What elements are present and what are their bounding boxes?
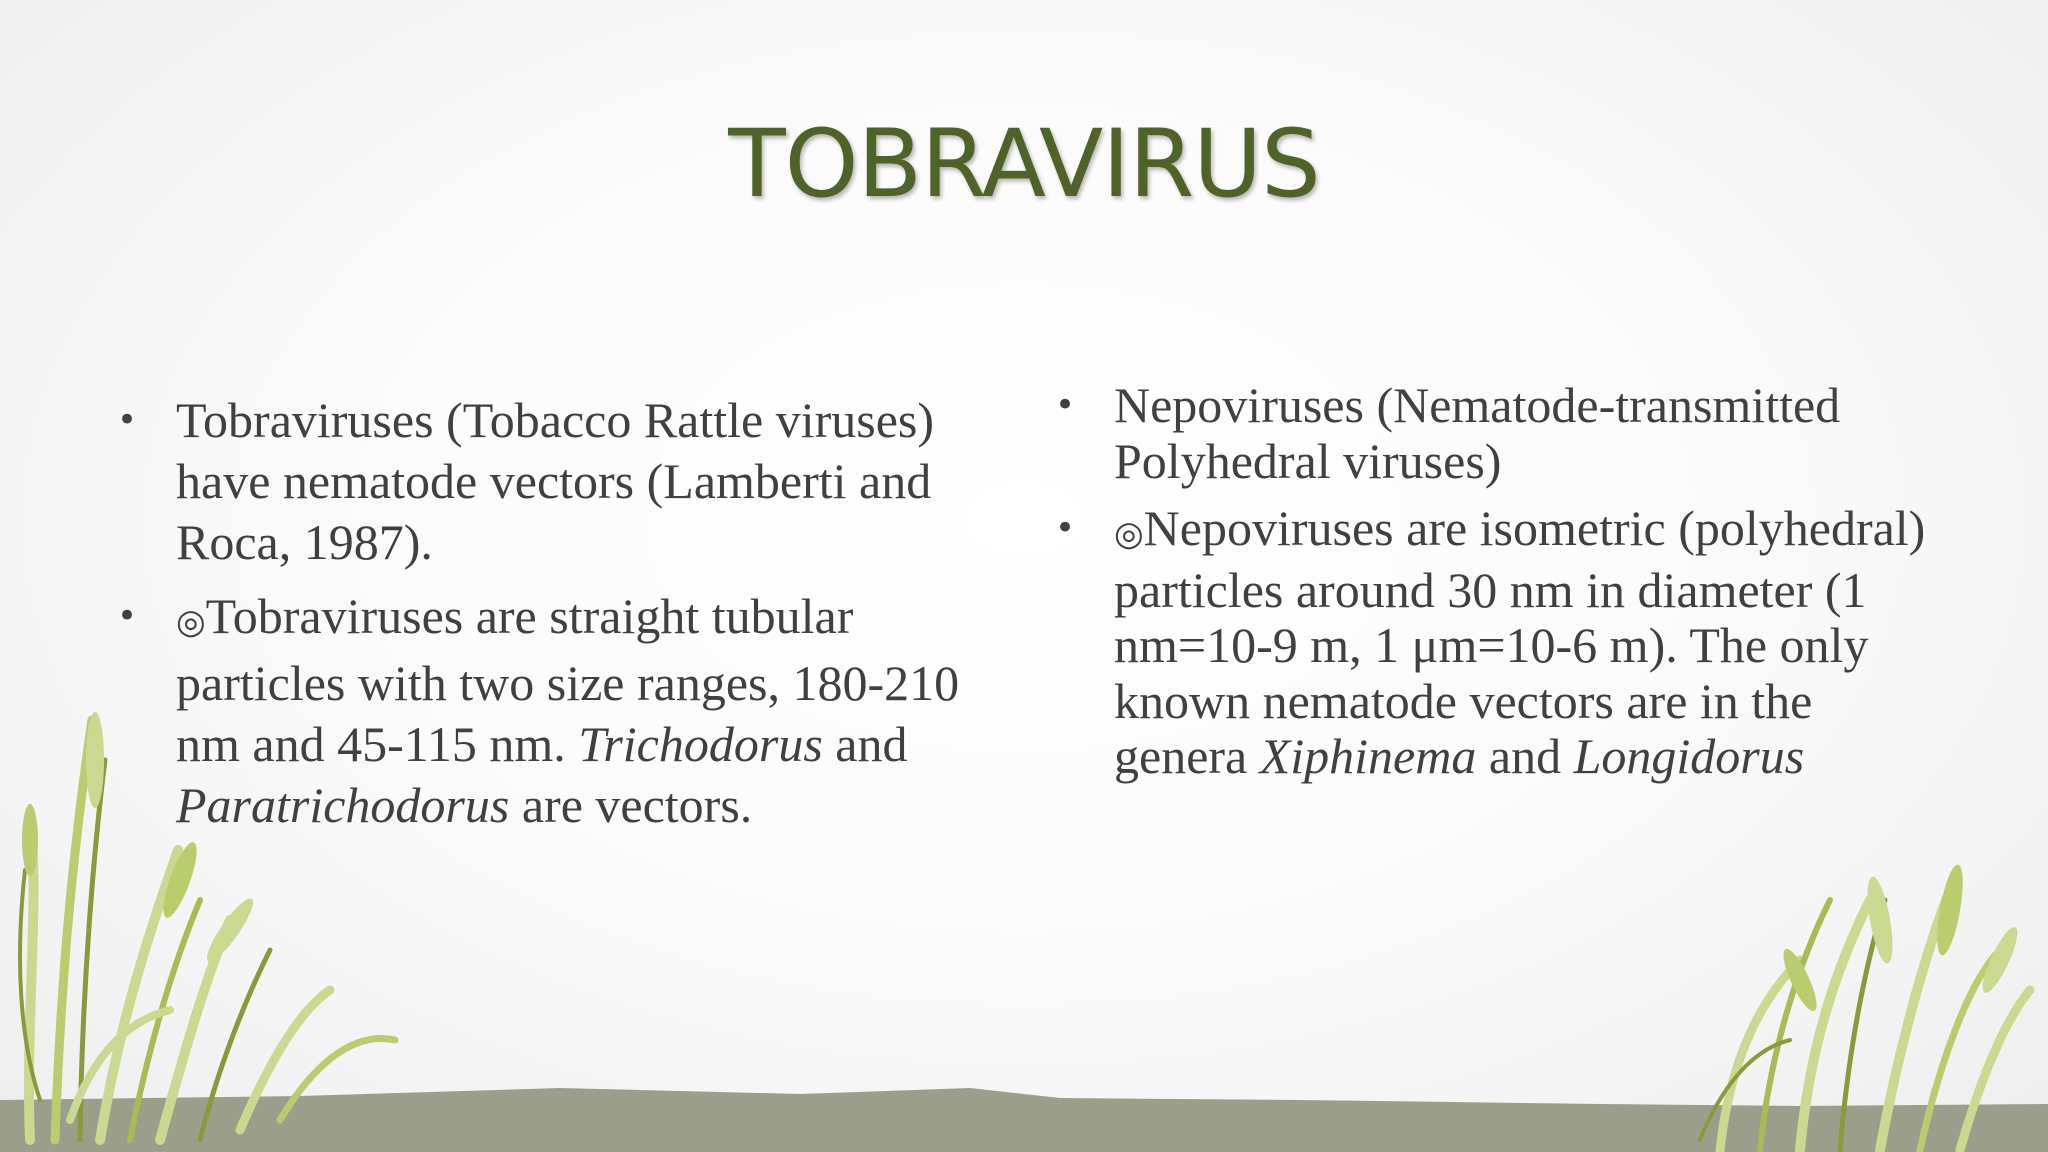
left-bullet-1	[112, 390, 992, 573]
right-bullet-1	[1050, 378, 1950, 489]
left-column	[112, 390, 992, 849]
bullet-marker: •	[1054, 385, 1076, 425]
spiral-symbol-icon: ◎	[1114, 514, 1144, 554]
italic-genus: Longidorus	[1573, 728, 1805, 784]
bullet-text: Nepoviruses (Nematode-transmitted Polyhedral viruses)	[1114, 377, 1841, 489]
bullet-text: Tobraviruses are straight tubular particles with two size ranges, 180-210 nm and 45-115 nm.	[176, 588, 960, 772]
bullet-text: are vectors.	[509, 777, 753, 833]
italic-genus: Xiphinema	[1259, 728, 1477, 784]
left-bullet-2	[112, 586, 992, 836]
bullet-text: Tobraviruses (Tobacco Rattle viruses) have nematode vectors (Lamberti and Roca, 1987).	[176, 392, 935, 570]
ground-strip	[0, 1088, 2048, 1152]
bullet-marker: •	[116, 596, 138, 636]
right-bullet-list	[1050, 378, 1950, 785]
bullet-marker: •	[1054, 508, 1076, 548]
italic-genus: Paratrichodorus	[176, 777, 510, 833]
right-column	[1050, 378, 1950, 797]
right-bullet-2	[1050, 501, 1950, 785]
bullet-text: and	[1476, 728, 1574, 784]
spiral-symbol-icon: ◎	[176, 602, 206, 642]
left-bullet-list	[112, 390, 992, 836]
italic-genus: Trichodorus	[578, 716, 823, 772]
bullet-text: Nepoviruses are isometric (polyhedral) particles around 30 nm in diameter (1 nm=10-9 m, 1 μm=10-6 m). The only known nematode vectors are in the genera	[1114, 500, 1926, 784]
bullet-marker: •	[116, 400, 138, 440]
slide-title: TOBRAVIRUS	[728, 110, 1320, 219]
bullet-text: and	[822, 716, 908, 772]
